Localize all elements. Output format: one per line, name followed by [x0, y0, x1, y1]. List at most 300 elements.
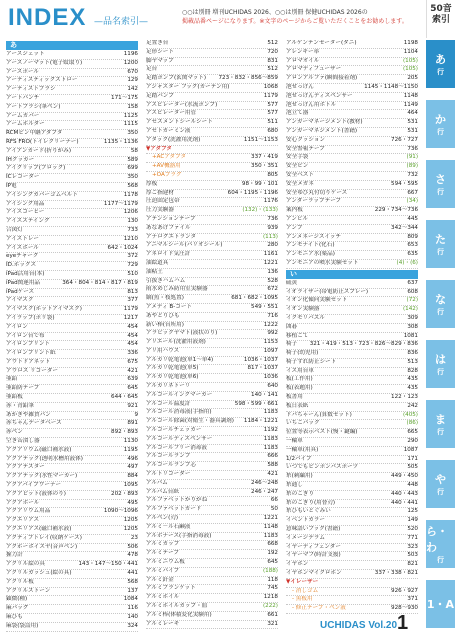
entry-name: あかぎや雑貨パン	[6, 411, 51, 418]
index-entry[interactable]	[146, 322, 278, 331]
kana-tab-suffix: 行	[437, 368, 444, 376]
index-entry[interactable]	[286, 84, 418, 93]
index-entry[interactable]	[146, 471, 278, 480]
index-entry[interactable]	[146, 392, 278, 401]
index-entry[interactable]	[146, 75, 278, 84]
entry-page: 1183	[263, 444, 278, 451]
entry-page: (86)	[406, 420, 418, 427]
index-entry[interactable]	[6, 438, 138, 447]
entry-page: 142	[127, 86, 138, 93]
entry-name: アレンキー率	[286, 48, 320, 55]
index-entry[interactable]	[6, 227, 138, 236]
entry-name: 位置等表示ベスト(慢・鍵編)	[286, 429, 358, 436]
index-entry[interactable]	[286, 324, 418, 333]
index-entry[interactable]	[146, 445, 278, 454]
index-entry[interactable]	[146, 58, 278, 67]
index-entry[interactable]	[146, 401, 278, 410]
index-entry[interactable]	[286, 289, 418, 298]
entry-name: アーティストブラシ	[6, 86, 56, 93]
entry-page: 58	[130, 147, 138, 154]
kana-tab[interactable]	[426, 520, 455, 568]
index-entry[interactable]	[286, 561, 418, 570]
entry-name: アルカリ乾電池(単5)	[146, 365, 199, 372]
index-entry[interactable]	[6, 245, 138, 254]
index-entry[interactable]	[6, 552, 138, 561]
index-entry[interactable]	[286, 473, 418, 482]
index-entry[interactable]	[146, 242, 278, 251]
index-entry[interactable]	[286, 181, 418, 190]
index-entry[interactable]	[6, 174, 138, 183]
entry-name: アースジェット	[6, 51, 45, 57]
index-entry[interactable]	[6, 51, 138, 60]
entry-page: 670	[127, 68, 138, 75]
entry-page: 1149	[403, 101, 418, 108]
entry-name: 一輪車	[286, 438, 303, 445]
index-entry[interactable]	[6, 69, 138, 78]
index-entry[interactable]	[146, 278, 278, 287]
header-note	[182, 8, 422, 26]
index-entry[interactable]	[146, 541, 278, 550]
entry-page: 726・727	[391, 136, 418, 143]
entry-page: 1184・1221	[243, 418, 278, 425]
entry-name: 一輪車(用具)	[286, 446, 319, 453]
entry-name: 椅子すれ防止シート	[286, 358, 337, 365]
entry-name: ID.ホックス	[6, 262, 37, 269]
entry-page: 98・99・101	[241, 180, 278, 187]
index-entry[interactable]	[6, 412, 138, 421]
index-entry[interactable]	[6, 614, 138, 623]
index-entry[interactable]	[146, 295, 278, 304]
kana-tab[interactable]	[426, 400, 455, 448]
index-entry[interactable]	[286, 110, 418, 119]
entry-name: アクリル絵の具	[6, 561, 45, 568]
index-entry[interactable]	[146, 594, 278, 603]
index-entry[interactable]	[146, 154, 278, 163]
index-entry[interactable]	[286, 251, 418, 260]
index-entry[interactable]	[6, 121, 138, 130]
index-entry[interactable]	[146, 436, 278, 445]
index-entry[interactable]	[286, 456, 418, 465]
entry-page: 149	[407, 517, 418, 524]
entry-name: 赤・青鉛筆	[6, 402, 34, 409]
index-entry[interactable]	[146, 568, 278, 577]
index-entry[interactable]	[6, 623, 138, 632]
index-entry[interactable]	[286, 570, 418, 579]
index-entry[interactable]	[286, 526, 418, 535]
entry-name: アルコールフリー消毒液	[146, 444, 207, 451]
index-entry[interactable]	[286, 146, 418, 155]
kana-tab[interactable]	[426, 220, 455, 268]
index-entry[interactable]	[6, 464, 138, 473]
index-entry[interactable]	[6, 113, 138, 122]
index-entry[interactable]	[286, 333, 418, 342]
index-entry[interactable]	[286, 297, 418, 306]
entry-name: イオライザー(帯電防止スプレー)	[286, 288, 369, 295]
entry-name: 安全手袋	[286, 154, 309, 161]
index-entry[interactable]	[146, 374, 278, 383]
kana-tab[interactable]	[426, 40, 455, 88]
index-entry[interactable]	[286, 40, 418, 49]
entry-name: 1/2パイプ	[286, 455, 312, 462]
entry-name: ▼イレーザー	[286, 578, 319, 585]
index-entry[interactable]	[146, 559, 278, 568]
index-entry[interactable]	[286, 260, 418, 269]
index-entry[interactable]	[6, 86, 138, 95]
index-entry[interactable]	[286, 385, 418, 394]
index-entry[interactable]	[286, 280, 418, 289]
index-entry[interactable]	[146, 524, 278, 533]
index-entry[interactable]	[6, 403, 138, 412]
entry-name: 板(表題用)	[286, 385, 313, 392]
index-entry[interactable]	[286, 225, 418, 234]
entry-page: 136	[267, 268, 278, 275]
index-entry[interactable]	[146, 550, 278, 559]
entry-name: アルトリコーダー	[146, 471, 191, 478]
index-entry[interactable]	[286, 350, 418, 359]
entry-page: 1135・1136	[103, 138, 138, 145]
entry-page: 336	[127, 350, 138, 357]
index-entry[interactable]	[146, 93, 278, 102]
index-entry[interactable]	[6, 209, 138, 218]
entry-name: 合図灯	[6, 226, 23, 233]
entry-name: アロンアルファ(瞬間接着剤)	[286, 75, 358, 82]
entry-page: 577	[267, 101, 278, 108]
index-entry[interactable]	[6, 306, 138, 315]
index-entry[interactable]	[146, 383, 278, 392]
index-entry[interactable]	[146, 357, 278, 366]
index-entry[interactable]	[146, 313, 278, 322]
index-entry[interactable]	[286, 508, 418, 517]
index-entry[interactable]	[146, 190, 278, 199]
index-entry[interactable]	[6, 579, 138, 588]
index-entry[interactable]	[6, 139, 138, 148]
index-entry[interactable]	[6, 201, 138, 210]
index-entry[interactable]	[286, 517, 418, 526]
entry-name: アルゲンテンセーター(ダニ)	[286, 40, 357, 46]
index-entry[interactable]	[6, 341, 138, 350]
index-entry[interactable]	[146, 330, 278, 339]
index-entry[interactable]	[6, 350, 138, 359]
entry-page: 891	[127, 420, 138, 427]
index-entry[interactable]	[286, 588, 418, 597]
index-entry[interactable]	[146, 515, 278, 524]
entry-name: アルミ－ル石鹸液	[146, 523, 191, 530]
entry-page: 510	[127, 270, 138, 277]
entry-name: アルミ針金	[146, 576, 174, 583]
entry-page: 653	[407, 242, 418, 249]
kana-tab[interactable]	[426, 160, 455, 208]
entry-name: アンモニアの噴水実験セット	[286, 259, 359, 266]
index-entry[interactable]	[6, 262, 138, 271]
index-entry[interactable]	[6, 500, 138, 509]
index-entry[interactable]	[286, 102, 418, 111]
index-entry[interactable]	[286, 535, 418, 544]
entry-name: アセトカーミン液	[146, 127, 191, 134]
index-entry[interactable]	[286, 119, 418, 128]
index-entry[interactable]	[6, 526, 138, 535]
index-entry[interactable]	[6, 561, 138, 570]
entry-name: アイシングカバーゴムベルト	[6, 191, 78, 198]
index-entry[interactable]	[146, 216, 278, 225]
index-entry[interactable]	[286, 368, 418, 377]
entry-name: アルミテープ	[146, 550, 180, 557]
index-entry[interactable]	[146, 409, 278, 418]
index-entry[interactable]	[146, 585, 278, 594]
index-entry[interactable]	[146, 286, 278, 295]
index-entry[interactable]	[146, 234, 278, 243]
index-entry[interactable]	[6, 456, 138, 465]
index-entry[interactable]	[146, 480, 278, 489]
section-heading: あ	[6, 41, 138, 50]
index-entry[interactable]	[6, 280, 138, 289]
entry-name: アイロン	[6, 323, 28, 330]
index-entry[interactable]	[286, 190, 418, 199]
index-entry[interactable]	[6, 218, 138, 227]
header-note-line2: 掲載品番ページになります。※文字のページからご覧いただくことをお勧めします。	[182, 18, 408, 25]
kana-tab-suffix: 行	[437, 488, 444, 496]
index-entry[interactable]	[146, 128, 278, 137]
index-entry[interactable]	[286, 429, 418, 438]
index-entry[interactable]	[6, 60, 138, 69]
index-entry[interactable]	[286, 464, 418, 473]
index-entry[interactable]	[286, 544, 418, 553]
entry-name: アルファベットかりがね	[146, 497, 208, 504]
index-entry[interactable]	[6, 271, 138, 280]
entry-name: ドバちゃーん(算数セット)	[286, 411, 352, 418]
entry-page: 729	[127, 262, 138, 269]
index-entry[interactable]	[6, 183, 138, 192]
index-entry[interactable]	[286, 58, 418, 67]
entry-page: 342～344	[391, 224, 418, 231]
index-entry[interactable]	[6, 192, 138, 201]
entry-name: アラビックヤマト(液状のり)	[146, 330, 218, 337]
index-entry[interactable]	[146, 462, 278, 471]
index-entry[interactable]	[286, 447, 418, 456]
entry-page: 608	[407, 288, 418, 295]
entry-page: 1145・1148～1150	[364, 83, 418, 90]
index-entry[interactable]	[6, 236, 138, 245]
entry-name: アルミニウム板	[146, 559, 185, 566]
entry-page: 1036	[263, 374, 278, 381]
entry-name: アイアンカード(折りがみ)	[6, 147, 72, 154]
entry-page: 118	[267, 576, 278, 583]
index-entry[interactable]	[6, 333, 138, 342]
index-entry[interactable]	[146, 110, 278, 119]
index-entry[interactable]	[6, 77, 138, 86]
entry-name: アタック(洗濯用洗剤)	[146, 136, 201, 143]
entry-page: 1097	[263, 347, 278, 354]
index-entry[interactable]	[146, 304, 278, 313]
entry-page: 1195	[123, 446, 138, 453]
entry-name: アクアビット(液体のり)	[6, 490, 66, 497]
index-entry[interactable]	[286, 500, 418, 509]
index-entry[interactable]	[146, 497, 278, 506]
index-entry[interactable]	[6, 324, 138, 333]
index-entry[interactable]	[6, 491, 138, 500]
entry-page: 1221	[263, 515, 278, 522]
index-entry[interactable]	[146, 66, 278, 75]
entry-page: 129	[127, 77, 138, 84]
index-entry[interactable]	[146, 489, 278, 498]
index-entry[interactable]	[6, 376, 138, 385]
index-entry[interactable]	[286, 216, 418, 225]
index-entry[interactable]	[286, 75, 418, 84]
index-entry[interactable]	[286, 420, 418, 429]
index-entry[interactable]	[146, 49, 278, 58]
entry-page: 137	[127, 587, 138, 594]
index-entry[interactable]	[6, 429, 138, 438]
index-entry[interactable]	[286, 137, 418, 146]
index-entry[interactable]	[146, 453, 278, 462]
entry-name: 赤ペン	[6, 429, 23, 436]
entry-page: 1095	[123, 482, 138, 489]
index-entry[interactable]	[286, 234, 418, 243]
index-entry[interactable]	[6, 570, 138, 579]
index-entry[interactable]	[6, 104, 138, 113]
index-entry[interactable]	[6, 359, 138, 368]
index-entry[interactable]	[6, 596, 138, 605]
entry-name: アイスボール	[6, 244, 39, 251]
index-entry[interactable]	[146, 506, 278, 515]
index-entry[interactable]	[286, 341, 418, 350]
index-entry[interactable]	[286, 552, 418, 561]
index-entry[interactable]	[286, 491, 418, 500]
index-entry[interactable]	[286, 93, 418, 102]
entry-page: (222)	[262, 603, 278, 609]
entry-page: 1205	[123, 526, 138, 533]
entry-page: 321・419・513・723・826～829・836	[309, 341, 418, 348]
index-entry[interactable]	[6, 165, 138, 174]
index-entry[interactable]	[6, 517, 138, 526]
entry-page: 1125	[123, 112, 138, 119]
index-entry[interactable]	[286, 315, 418, 324]
index-entry[interactable]	[6, 130, 138, 139]
index-entry[interactable]	[146, 339, 278, 348]
index-entry[interactable]	[146, 251, 278, 260]
index-entry[interactable]	[146, 198, 278, 207]
index-entry[interactable]	[6, 368, 138, 377]
index-entry[interactable]	[286, 198, 418, 207]
index-entry[interactable]	[146, 181, 278, 190]
index-entry[interactable]	[286, 172, 418, 181]
entry-name: 足形シート	[146, 48, 174, 55]
kana-tab[interactable]	[426, 280, 455, 328]
index-entry[interactable]	[6, 544, 138, 553]
kana-tab[interactable]	[426, 460, 455, 508]
index-entry[interactable]	[6, 385, 138, 394]
index-entry[interactable]	[286, 207, 418, 216]
index-entry[interactable]	[146, 577, 278, 586]
index-entry[interactable]	[6, 420, 138, 429]
index-entry[interactable]	[286, 596, 418, 605]
kana-tab[interactable]	[426, 100, 455, 148]
index-entry[interactable]	[6, 473, 138, 482]
entry-page: 736	[267, 215, 278, 222]
index-entry[interactable]	[146, 102, 278, 111]
index-entry[interactable]	[286, 163, 418, 172]
index-entry[interactable]	[286, 579, 418, 588]
index-entry[interactable]	[146, 207, 278, 216]
index-entry[interactable]	[146, 427, 278, 436]
entry-name: - 黒板用	[292, 596, 313, 603]
entry-name: 安全ピン	[286, 163, 309, 170]
index-entry[interactable]	[6, 289, 138, 298]
index-entry[interactable]	[286, 438, 418, 447]
index-entry[interactable]	[146, 533, 278, 542]
index-entry[interactable]	[6, 253, 138, 262]
entry-page: 640	[267, 383, 278, 390]
index-entry[interactable]	[286, 403, 418, 412]
entry-page: 817・1037	[247, 365, 278, 372]
entry-name: 泡せっけんディスペンサー	[286, 92, 353, 99]
index-entry[interactable]	[146, 603, 278, 612]
index-entry[interactable]	[146, 621, 278, 630]
index-entry[interactable]	[146, 260, 278, 269]
index-entry[interactable]	[6, 605, 138, 614]
index-entry[interactable]	[286, 306, 418, 315]
index-entry[interactable]	[286, 394, 418, 403]
page-number: 1	[397, 612, 409, 634]
entry-page: 122・123	[391, 394, 418, 401]
index-entry[interactable]	[6, 95, 138, 104]
entry-page: 668	[267, 541, 278, 548]
index-entry[interactable]	[6, 297, 138, 306]
index-entry[interactable]	[146, 612, 278, 621]
index-entry[interactable]	[146, 84, 278, 93]
index-entry[interactable]	[6, 447, 138, 456]
index-entry[interactable]	[146, 137, 278, 146]
entry-page: 1206	[123, 209, 138, 216]
index-entry[interactable]	[146, 40, 278, 49]
index-entry[interactable]	[6, 508, 138, 517]
index-entry[interactable]	[286, 128, 418, 137]
entry-name: アクアリウム(磁口補水液)	[6, 446, 72, 453]
entry-name: アナログエトランタ	[146, 233, 197, 240]
index-entry[interactable]	[6, 148, 138, 157]
index-entry[interactable]	[286, 66, 418, 75]
index-entry[interactable]	[6, 394, 138, 403]
index-entry[interactable]	[6, 535, 138, 544]
index-entry[interactable]	[146, 146, 278, 155]
index-entry[interactable]	[146, 119, 278, 128]
entry-name: 脚ヤマップ	[146, 57, 174, 64]
index-entry[interactable]	[146, 225, 278, 234]
entry-name: アウトドアネット	[6, 358, 51, 365]
index-entry[interactable]	[6, 588, 138, 597]
index-entry[interactable]	[286, 482, 418, 491]
kana-tab[interactable]	[426, 580, 455, 628]
index-entry[interactable]	[286, 154, 418, 163]
index-entry[interactable]	[146, 269, 278, 278]
index-entry[interactable]	[146, 163, 278, 172]
entry-name: アームカバー	[6, 112, 40, 119]
index-entry[interactable]	[146, 365, 278, 374]
index-entry[interactable]	[286, 359, 418, 368]
index-entry[interactable]	[6, 482, 138, 491]
entry-name: - 消しゴム	[292, 587, 319, 594]
index-entry[interactable]	[146, 348, 278, 357]
index-entry[interactable]	[146, 172, 278, 181]
index-entry[interactable]	[146, 418, 278, 427]
index-entry[interactable]	[6, 315, 138, 324]
entry-name: アイロンプリント	[6, 341, 51, 348]
index-entry[interactable]	[286, 49, 418, 58]
index-entry[interactable]	[286, 376, 418, 385]
index-entry[interactable]	[6, 157, 138, 166]
index-entry[interactable]	[286, 242, 418, 251]
kana-tab[interactable]	[426, 340, 455, 388]
index-entry[interactable]	[286, 412, 418, 421]
